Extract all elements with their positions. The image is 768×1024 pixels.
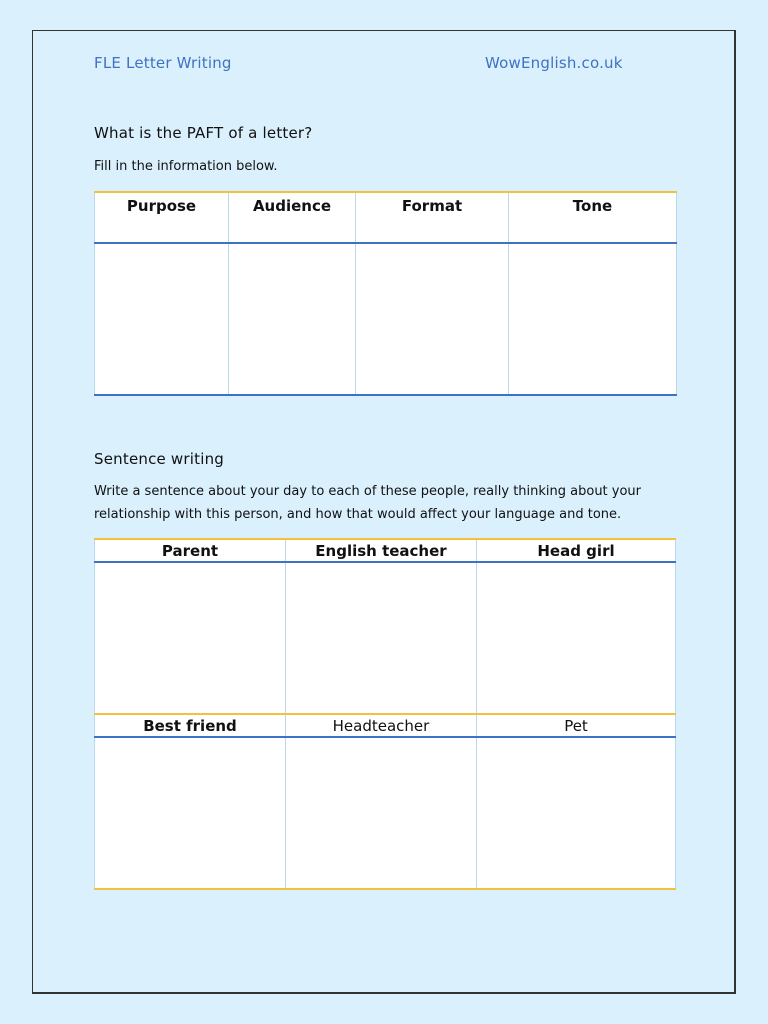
english-teacher-answer-cell[interactable] [286, 562, 477, 714]
recipient-label: Pet [477, 714, 676, 737]
paft-answer-row [95, 243, 677, 395]
sentence-answer-row [95, 562, 676, 714]
parent-answer-cell[interactable] [95, 562, 286, 714]
header-website: WowEnglish.co.uk [485, 54, 623, 72]
recipient-label: Parent [95, 539, 286, 562]
pet-answer-cell[interactable] [477, 737, 676, 889]
recipient-label: English teacher [286, 539, 477, 562]
paft-column-header: Audience [229, 192, 356, 243]
header-title: FLE Letter Writing [94, 54, 232, 72]
worksheet-page [32, 30, 736, 994]
format-answer-cell[interactable] [356, 243, 509, 395]
sentence-answer-row [95, 737, 676, 889]
sentence-header-row [95, 714, 676, 737]
paft-table [94, 191, 677, 396]
head-girl-answer-cell[interactable] [477, 562, 676, 714]
headteacher-answer-cell[interactable] [286, 737, 477, 889]
sentence-header-row [95, 539, 676, 562]
sentence-table [94, 538, 676, 890]
recipient-label: Best friend [95, 714, 286, 737]
paft-heading: What is the PAFT of a letter? [94, 124, 313, 142]
paft-column-header: Format [356, 192, 509, 243]
recipient-label: Head girl [477, 539, 676, 562]
paft-instruction: Fill in the information below. [94, 159, 278, 174]
paft-column-header: Purpose [95, 192, 229, 243]
audience-answer-cell[interactable] [229, 243, 356, 395]
sentence-instruction: Write a sentence about your day to each of these people, really thinking about your relationship with this person, and how that would affect your language and tone. [94, 484, 642, 522]
recipient-label: Headteacher [286, 714, 477, 737]
paft-header-row [95, 192, 677, 243]
paft-column-header: Tone [509, 192, 677, 243]
best-friend-answer-cell[interactable] [95, 737, 286, 889]
purpose-answer-cell[interactable] [95, 243, 229, 395]
tone-answer-cell[interactable] [509, 243, 677, 395]
sentence-heading: Sentence writing [94, 450, 224, 468]
